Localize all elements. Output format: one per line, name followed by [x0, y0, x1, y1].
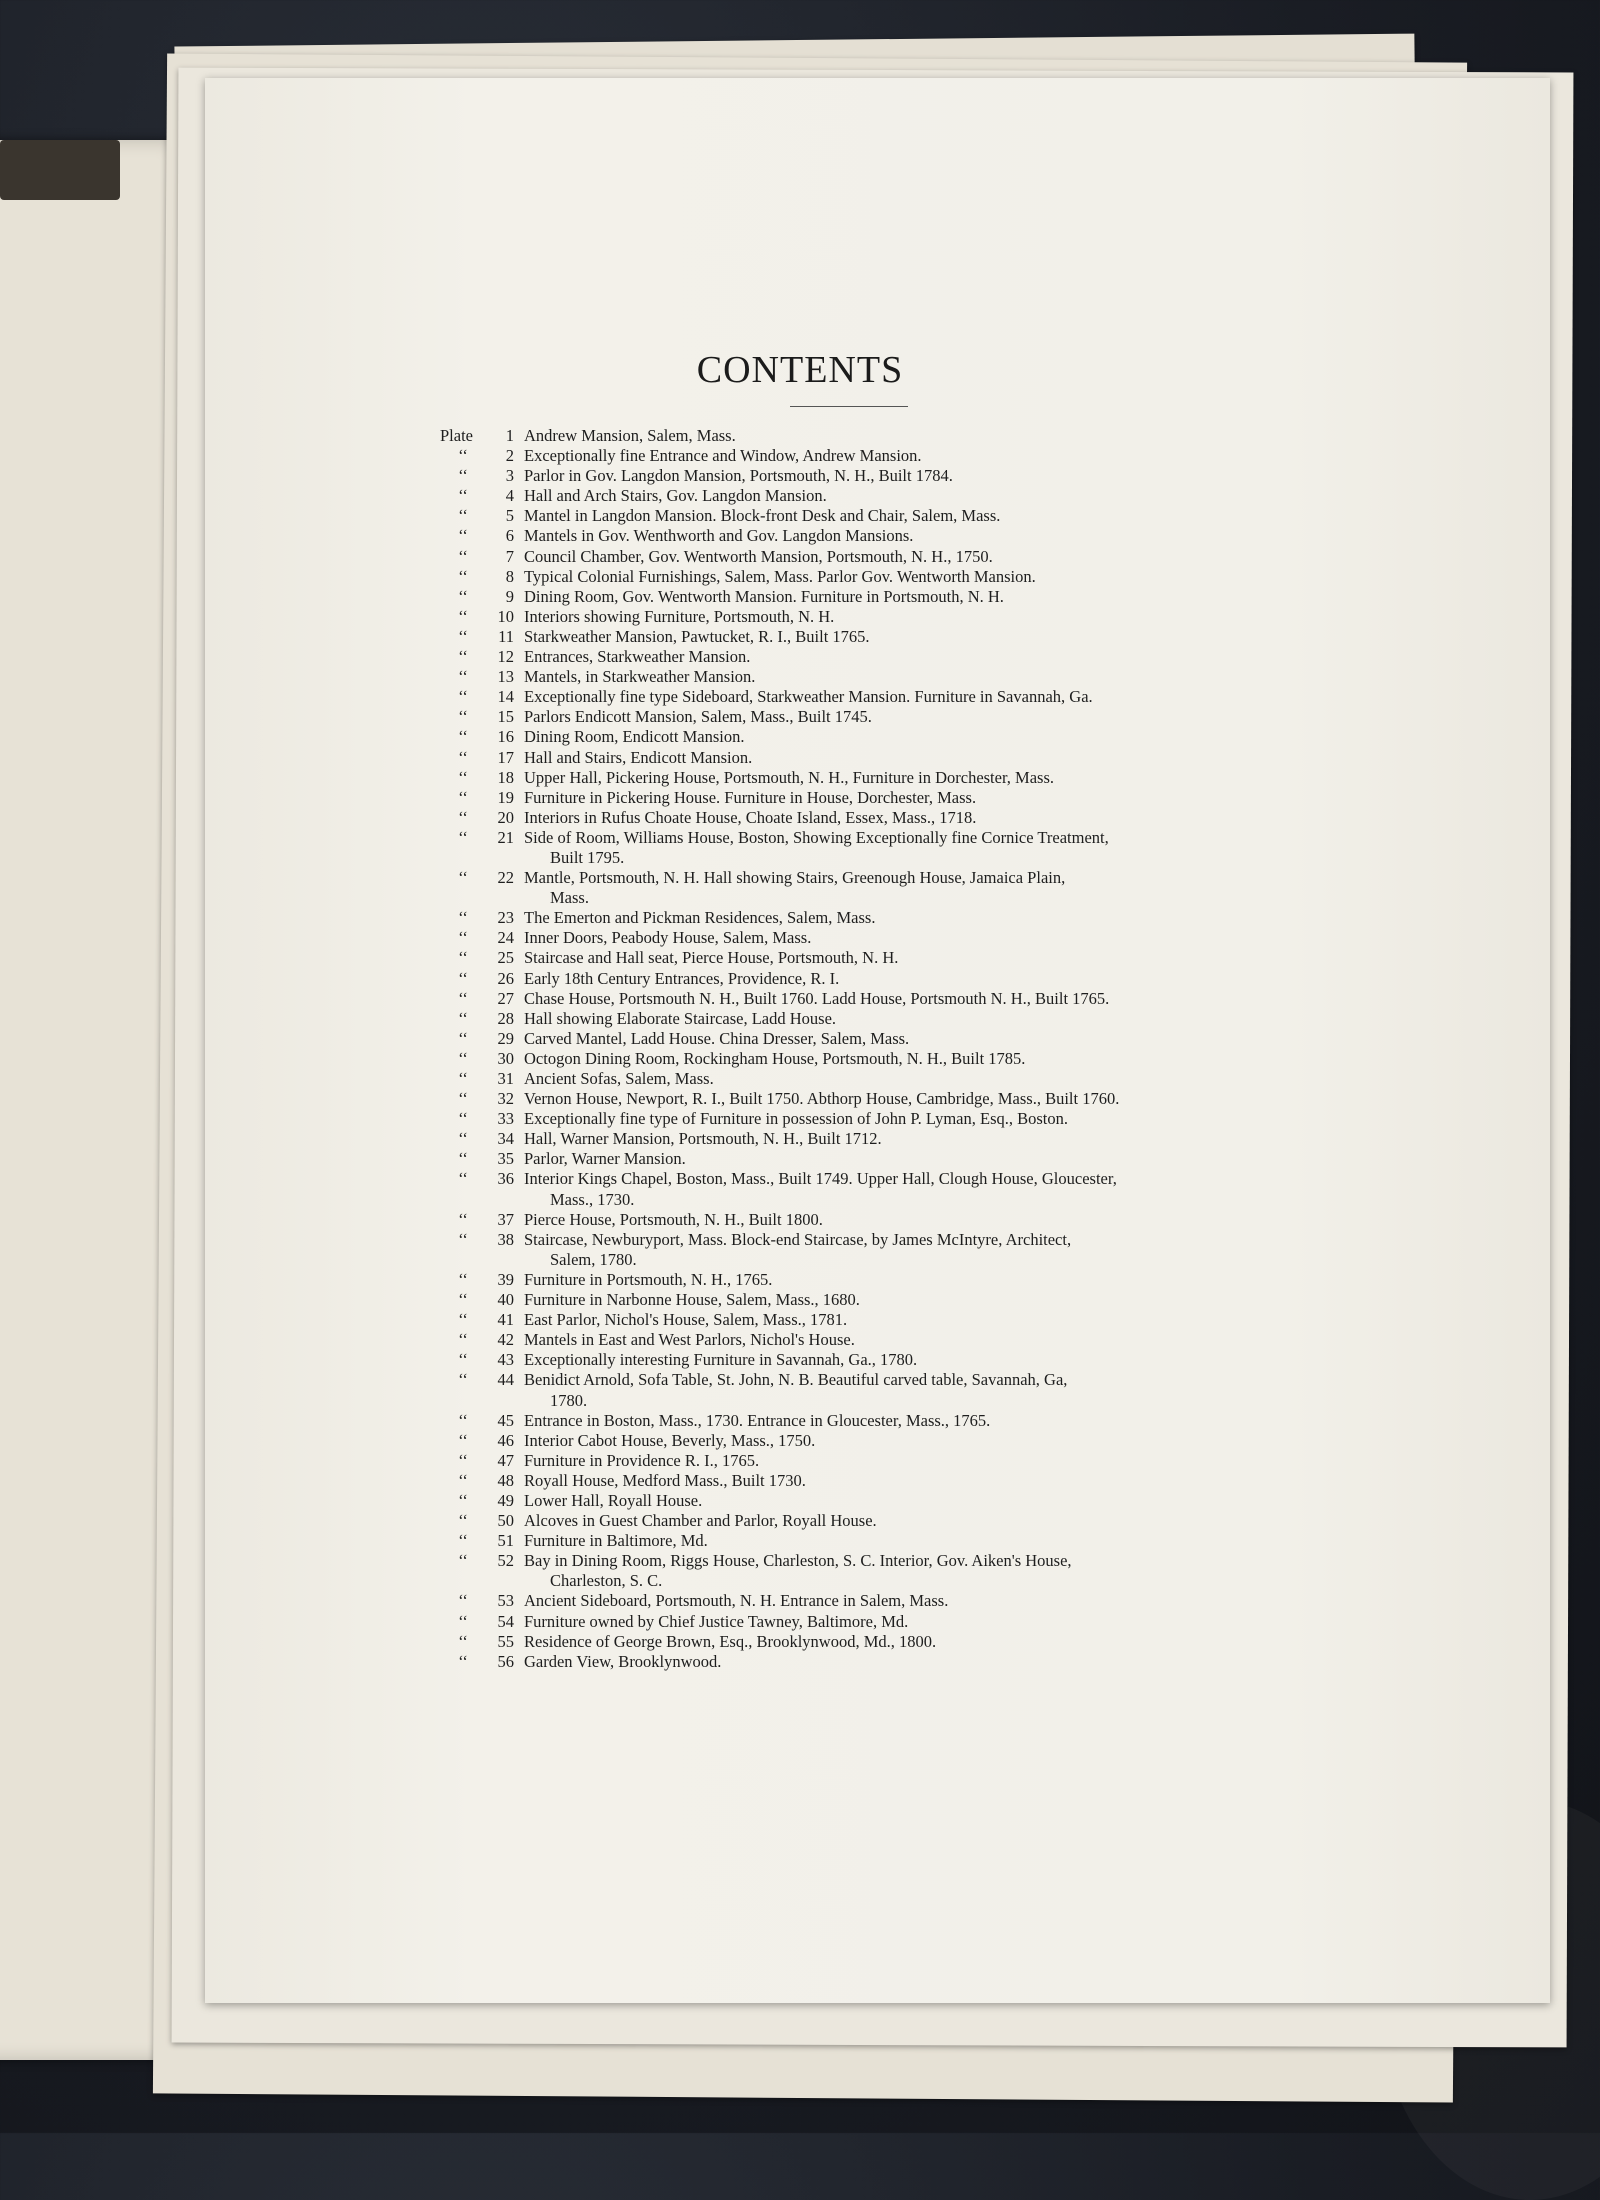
- plate-description: Hall, Warner Mansion, Portsmouth, N. H., Built 1712.: [524, 1129, 882, 1149]
- ditto-mark: ‘‘: [458, 1591, 468, 1611]
- plate-number: 31: [497, 1069, 514, 1088]
- plate-description: Typical Colonial Furnishings, Salem, Mass. Parlor Gov. Wentworth Mansion.: [524, 566, 1036, 586]
- plate-description-continued: Charleston, S. C.: [550, 1571, 663, 1591]
- ditto-mark: ‘‘: [458, 988, 468, 1008]
- ditto-mark: ‘‘: [458, 486, 468, 506]
- contents-entry: [440, 547, 1280, 567]
- page-title: CONTENTS: [696, 349, 904, 391]
- ditto-mark: ‘‘: [458, 727, 468, 747]
- plate-number: 5: [505, 506, 514, 526]
- contents-entry: [440, 486, 1280, 506]
- plate-description: Parlor in Gov. Langdon Mansion, Portsmouth, N. H., Built 1784.: [524, 466, 953, 486]
- ditto-mark: ‘‘: [458, 767, 468, 787]
- contents-entry: [440, 1109, 1280, 1129]
- plate-number: 1: [505, 426, 514, 445]
- contents-entry: [440, 1029, 1280, 1049]
- plate-description: Interiors in Rufus Choate House, Choate Island, Essex, Mass., 1718.: [524, 807, 977, 827]
- contents-entry: [440, 1009, 1280, 1029]
- contents-entry: [440, 1591, 1280, 1611]
- plate-description: Parlor, Warner Mansion.: [524, 1149, 686, 1169]
- ditto-mark: ‘‘: [458, 827, 468, 847]
- plate-number: 36: [497, 1169, 514, 1189]
- plate-number: 33: [497, 1109, 514, 1129]
- ditto-mark: ‘‘: [458, 1209, 468, 1229]
- contents-entry: [440, 707, 1280, 727]
- contents-entry: [440, 587, 1280, 607]
- plate-description: Exceptionally fine type of Furniture in possession of John P. Lyman, Esq., Boston.: [524, 1109, 1069, 1129]
- ditto-mark: ‘‘: [458, 1048, 468, 1068]
- plate-description: East Parlor, Nichol's House, Salem, Mass., 1781.: [524, 1310, 848, 1330]
- plate-description-continued: Salem, 1780.: [550, 1249, 637, 1269]
- ditto-mark: ‘‘: [458, 586, 468, 606]
- plate-description: Mantels in East and West Parlors, Nichol's House.: [524, 1330, 855, 1350]
- contents-entry: [440, 1411, 1280, 1431]
- book-cover-edge: [0, 140, 120, 200]
- contents-entry-continuation: [440, 1571, 1280, 1591]
- plate-description: Alcoves in Guest Chamber and Parlor, Royall House.: [524, 1511, 877, 1531]
- contents-entry-continuation: [440, 1391, 1280, 1411]
- plate-description: Garden View, Brooklynwood.: [524, 1651, 722, 1671]
- contents-entry: [440, 1531, 1280, 1551]
- ditto-mark: ‘‘: [458, 1109, 468, 1129]
- ditto-mark: ‘‘: [458, 1229, 468, 1249]
- contents-entry: [440, 1310, 1280, 1330]
- plate-description: Hall and Stairs, Endicott Mansion.: [524, 747, 753, 767]
- ditto-mark: ‘‘: [458, 1631, 468, 1651]
- plate-description: Mantel in Langdon Mansion. Block-front Desk and Chair, Salem, Mass.: [524, 506, 1001, 526]
- contents-entry: [440, 1049, 1280, 1069]
- plate-description: Chase House, Portsmouth N. H., Built 1760. Ladd House, Portsmouth N. H., Built 1765.: [524, 988, 1110, 1008]
- plate-number: 39: [497, 1269, 514, 1289]
- contents-entry: [440, 808, 1280, 828]
- plate-number: 34: [497, 1129, 514, 1149]
- plate-description: Dining Room, Endicott Mansion.: [524, 727, 745, 747]
- plate-description: Council Chamber, Gov. Wentworth Mansion, Portsmouth, N. H., 1750.: [524, 546, 993, 566]
- contents-entry: [440, 1471, 1280, 1491]
- plate-number: 22: [497, 868, 514, 888]
- plate-number: 3: [505, 466, 514, 486]
- contents-entry: [440, 607, 1280, 627]
- ditto-mark: ‘‘: [458, 1330, 468, 1350]
- plate-description: Entrances, Starkweather Mansion.: [524, 647, 751, 667]
- plate-number: 7: [505, 546, 514, 566]
- plate-number: 19: [497, 787, 514, 807]
- plate-number: 20: [497, 807, 514, 827]
- plate-description: Benidict Arnold, Sofa Table, St. John, N. B. Beautiful carved table, Savannah, Ga,: [524, 1370, 1068, 1390]
- ditto-mark: ‘‘: [458, 868, 468, 888]
- plate-number: 29: [497, 1028, 514, 1048]
- plate-description: Furniture owned by Chief Justice Tawney, Baltimore, Md.: [524, 1611, 909, 1631]
- contents-entry: [440, 1330, 1280, 1350]
- contents-entry: [440, 1612, 1280, 1632]
- plate-number: 30: [497, 1048, 514, 1068]
- contents-entry: [440, 928, 1280, 948]
- ditto-mark: ‘‘: [458, 1028, 468, 1048]
- contents-entry: [440, 667, 1280, 687]
- ditto-mark: ‘‘: [458, 1651, 468, 1671]
- contents-entry: [440, 627, 1280, 647]
- plate-description: Mantels, in Starkweather Mansion.: [524, 667, 756, 687]
- plate-description: Furniture in Pickering House. Furniture in House, Dorchester, Mass.: [524, 787, 977, 807]
- plate-number: 17: [497, 747, 514, 767]
- plate-number: 45: [497, 1410, 514, 1430]
- plate-description: Ancient Sideboard, Portsmouth, N. H. Entrance in Salem, Mass.: [524, 1591, 949, 1611]
- ditto-mark: ‘‘: [458, 526, 468, 546]
- contents-entry: [440, 788, 1280, 808]
- contents-entry: [440, 1089, 1280, 1109]
- plate-description: Hall and Arch Stairs, Gov. Langdon Mansion.: [524, 486, 827, 506]
- contents-entry: [440, 1451, 1280, 1471]
- ditto-mark: ‘‘: [458, 1129, 468, 1149]
- plate-description-continued: Mass., 1730.: [550, 1189, 635, 1209]
- plate-description: Hall showing Elaborate Staircase, Ladd House.: [524, 1008, 837, 1028]
- contents-entry: [440, 1210, 1280, 1230]
- plate-number: 37: [497, 1209, 514, 1229]
- ditto-mark: ‘‘: [458, 1511, 468, 1531]
- plate-number: 53: [497, 1591, 514, 1611]
- plate-description: Pierce House, Portsmouth, N. H., Built 1800.: [524, 1209, 823, 1229]
- ditto-mark: ‘‘: [458, 1410, 468, 1430]
- plate-description: Interior Kings Chapel, Boston, Mass., Built 1749. Upper Hall, Clough House, Gloucester,: [524, 1169, 1117, 1189]
- plate-number: 24: [497, 928, 514, 948]
- plate-number: 49: [497, 1490, 514, 1510]
- plate-description: Early 18th Century Entrances, Providence, R. I.: [524, 968, 840, 988]
- ditto-mark: ‘‘: [458, 667, 468, 687]
- ditto-mark: ‘‘: [458, 1269, 468, 1289]
- contents-entry: [440, 969, 1280, 989]
- plate-number: 43: [497, 1350, 514, 1370]
- ditto-mark: ‘‘: [458, 1149, 468, 1169]
- plate-description: Starkweather Mansion, Pawtucket, R. I., Built 1765.: [524, 626, 870, 646]
- plate-number: 15: [497, 707, 514, 727]
- ditto-mark: ‘‘: [458, 1450, 468, 1470]
- contents-entry: [440, 768, 1280, 788]
- plate-number: 46: [497, 1430, 514, 1450]
- plate-description: Staircase, Newburyport, Mass. Block-end Staircase, by James McIntyre, Architect,: [524, 1229, 1072, 1249]
- plate-description: Furniture in Providence R. I., 1765.: [524, 1450, 760, 1470]
- ditto-mark: ‘‘: [458, 1370, 468, 1390]
- plate-label: Plate: [440, 426, 473, 445]
- ditto-mark: ‘‘: [458, 928, 468, 948]
- contents-entry-continuation: [440, 1190, 1280, 1210]
- plate-number: 35: [497, 1149, 514, 1169]
- plate-description: Staircase and Hall seat, Pierce House, Portsmouth, N. H.: [524, 948, 899, 968]
- plate-description: Ancient Sofas, Salem, Mass.: [524, 1069, 714, 1088]
- plate-number: 14: [497, 687, 514, 707]
- contents-entry: [440, 1431, 1280, 1451]
- title-rule: [790, 406, 908, 407]
- ditto-mark: ‘‘: [458, 566, 468, 586]
- plate-description-continued: Mass.: [550, 888, 589, 908]
- plate-number: 21: [497, 827, 514, 847]
- contents-entry: [440, 466, 1280, 486]
- plate-number: 16: [497, 727, 514, 747]
- plate-description: Residence of George Brown, Esq., Brooklynwood, Md., 1800.: [524, 1631, 937, 1651]
- plate-number: 41: [497, 1310, 514, 1330]
- contents-entry: [440, 868, 1280, 888]
- contents-entry-continuation: [440, 1250, 1280, 1270]
- plate-description: Parlors Endicott Mansion, Salem, Mass., Built 1745.: [524, 707, 872, 727]
- plate-number: 6: [505, 526, 514, 546]
- plate-description: Dining Room, Gov. Wentworth Mansion. Furniture in Portsmouth, N. H.: [524, 586, 1004, 606]
- ditto-mark: ‘‘: [458, 446, 468, 466]
- plate-number: 18: [497, 767, 514, 787]
- plate-number: 11: [498, 626, 514, 646]
- plate-description: Upper Hall, Pickering House, Portsmouth, N. H., Furniture in Dorchester, Mass.: [524, 767, 1055, 787]
- ditto-mark: ‘‘: [458, 1490, 468, 1510]
- contents-entry: [440, 426, 1280, 446]
- plate-description: Furniture in Narbonne House, Salem, Mass., 1680.: [524, 1290, 860, 1310]
- plate-description-continued: 1780.: [550, 1390, 588, 1410]
- ditto-mark: ‘‘: [458, 1069, 468, 1088]
- contents-entry: [440, 908, 1280, 928]
- contents-entry: [440, 1230, 1280, 1250]
- plate-description: Mantle, Portsmouth, N. H. Hall showing Stairs, Greenough House, Jamaica Plain,: [524, 868, 1066, 888]
- plate-description: Bay in Dining Room, Riggs House, Charleston, S. C. Interior, Gov. Aiken's House,: [524, 1551, 1072, 1571]
- contents-entry: [440, 687, 1280, 707]
- ditto-mark: ‘‘: [458, 506, 468, 526]
- contents-entry: [440, 727, 1280, 747]
- ditto-mark: ‘‘: [458, 647, 468, 667]
- plate-description: Octogon Dining Room, Rockingham House, Portsmouth, N. H., Built 1785.: [524, 1048, 1026, 1068]
- plate-number: 51: [497, 1531, 514, 1551]
- plate-number: 23: [497, 908, 514, 928]
- plate-description: Mantels in Gov. Wenthworth and Gov. Langdon Mansions.: [524, 526, 914, 546]
- plate-number: 8: [505, 566, 514, 586]
- plate-number: 25: [497, 948, 514, 968]
- ditto-mark: ‘‘: [458, 787, 468, 807]
- contents-entry-continuation: [440, 848, 1280, 868]
- contents-entry: [440, 1290, 1280, 1310]
- contents-entry: [440, 828, 1280, 848]
- contents-entry: [440, 567, 1280, 587]
- plate-number: 47: [497, 1450, 514, 1470]
- ditto-mark: ‘‘: [458, 1290, 468, 1310]
- contents-entry: [440, 1350, 1280, 1370]
- plate-number: 50: [497, 1511, 514, 1531]
- contents-entry: [440, 748, 1280, 768]
- ditto-mark: ‘‘: [458, 1470, 468, 1490]
- plate-description: Side of Room, Williams House, Boston, Showing Exceptionally fine Cornice Treatment,: [524, 827, 1109, 847]
- plate-number: 55: [497, 1631, 514, 1651]
- ditto-mark: ‘‘: [458, 1089, 468, 1109]
- contents-entry: [440, 506, 1280, 526]
- contents-entry: [440, 1652, 1280, 1672]
- plate-description: The Emerton and Pickman Residences, Salem, Mass.: [524, 908, 876, 928]
- plate-number: 32: [497, 1089, 514, 1109]
- ditto-mark: ‘‘: [458, 606, 468, 626]
- plate-number: 48: [497, 1470, 514, 1490]
- ditto-mark: ‘‘: [458, 1310, 468, 1330]
- ditto-mark: ‘‘: [458, 687, 468, 707]
- plate-description: Royall House, Medford Mass., Built 1730.: [524, 1470, 806, 1490]
- plate-description: Furniture in Baltimore, Md.: [524, 1531, 708, 1551]
- plate-number: 42: [497, 1330, 514, 1350]
- plate-description: Carved Mantel, Ladd House. China Dresser, Salem, Mass.: [524, 1028, 910, 1048]
- contents-entry: [440, 647, 1280, 667]
- plate-number: 28: [497, 1008, 514, 1028]
- contents-entry-continuation: [440, 888, 1280, 908]
- contents-entry: [440, 1169, 1280, 1189]
- plate-description-continued: Built 1795.: [550, 847, 625, 867]
- ditto-mark: ‘‘: [458, 948, 468, 968]
- plate-description: Exceptionally interesting Furniture in Savannah, Ga., 1780.: [524, 1350, 918, 1370]
- plate-description: Interiors showing Furniture, Portsmouth, N. H.: [524, 606, 835, 626]
- contents-entry: [440, 1511, 1280, 1531]
- contents-entry: [440, 1551, 1280, 1571]
- plate-number: 9: [505, 586, 514, 606]
- plate-number: 52: [497, 1551, 514, 1571]
- plate-number: 27: [497, 988, 514, 1008]
- contents-entry: [440, 526, 1280, 546]
- contents-entry: [440, 1069, 1280, 1089]
- ditto-mark: ‘‘: [458, 466, 468, 486]
- plate-number: 54: [497, 1611, 514, 1631]
- contents-entry: [440, 1270, 1280, 1290]
- plate-description: Interior Cabot House, Beverly, Mass., 1750.: [524, 1430, 816, 1450]
- ditto-mark: ‘‘: [458, 807, 468, 827]
- ditto-mark: ‘‘: [458, 546, 468, 566]
- ditto-mark: ‘‘: [458, 707, 468, 727]
- plate-description: Andrew Mansion, Salem, Mass.: [524, 426, 736, 445]
- ditto-mark: ‘‘: [458, 1430, 468, 1450]
- plate-number: 2: [505, 446, 514, 466]
- plate-description: Exceptionally fine Entrance and Window, Andrew Mansion.: [524, 446, 922, 466]
- contents-entry: [440, 948, 1280, 968]
- plate-description: Lower Hall, Royall House.: [524, 1490, 703, 1510]
- ditto-mark: ‘‘: [458, 1350, 468, 1370]
- plate-number: 38: [497, 1229, 514, 1249]
- plate-number: 26: [497, 968, 514, 988]
- contents-entry: [440, 1632, 1280, 1652]
- ditto-mark: ‘‘: [458, 1611, 468, 1631]
- contents-entry: [440, 1370, 1280, 1390]
- plate-number: 10: [497, 606, 514, 626]
- plate-number: 40: [497, 1290, 514, 1310]
- plate-description: Entrance in Boston, Mass., 1730. Entrance in Gloucester, Mass., 1765.: [524, 1410, 991, 1430]
- plate-number: 56: [497, 1651, 514, 1671]
- plate-description: Furniture in Portsmouth, N. H., 1765.: [524, 1269, 773, 1289]
- plate-description: Vernon House, Newport, R. I., Built 1750. Abthorp House, Cambridge, Mass., Built 1760.: [524, 1089, 1120, 1109]
- plate-description: Inner Doors, Peabody House, Salem, Mass.: [524, 928, 812, 948]
- contents-list: [440, 426, 1280, 1672]
- ditto-mark: ‘‘: [458, 626, 468, 646]
- ditto-mark: ‘‘: [458, 747, 468, 767]
- contents-entry: [440, 989, 1280, 1009]
- plate-number: 44: [497, 1370, 514, 1390]
- ditto-mark: ‘‘: [458, 1551, 468, 1571]
- ditto-mark: ‘‘: [458, 968, 468, 988]
- contents-entry: [440, 1149, 1280, 1169]
- contents-entry: [440, 1491, 1280, 1511]
- plate-number: 12: [497, 647, 514, 667]
- contents-entry: [440, 446, 1280, 466]
- plate-description: Exceptionally fine type Sideboard, Starkweather Mansion. Furniture in Savannah, Ga.: [524, 687, 1093, 707]
- ditto-mark: ‘‘: [458, 1531, 468, 1551]
- ditto-mark: ‘‘: [458, 908, 468, 928]
- ditto-mark: ‘‘: [458, 1169, 468, 1189]
- ditto-mark: ‘‘: [458, 1008, 468, 1028]
- plate-number: 4: [505, 486, 514, 506]
- plate-number: 13: [497, 667, 514, 687]
- contents-entry: [440, 1129, 1280, 1149]
